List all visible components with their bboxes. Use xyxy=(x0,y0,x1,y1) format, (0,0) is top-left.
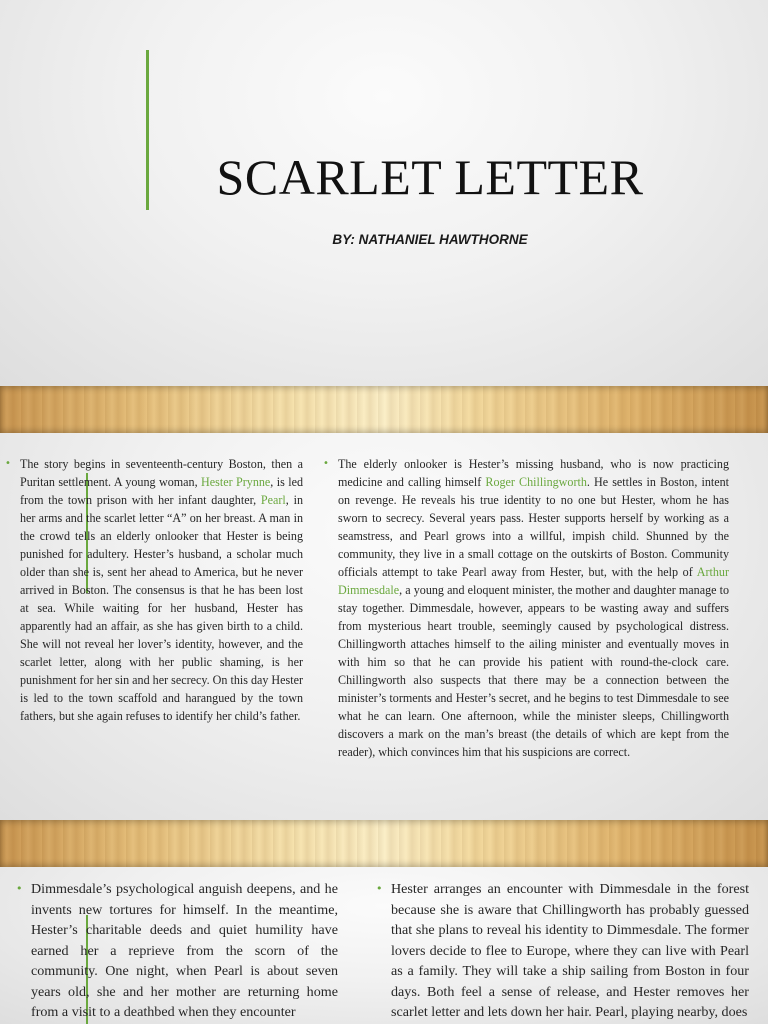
right-column xyxy=(391,879,749,1023)
left-column xyxy=(31,879,338,1023)
summary-slide-2 xyxy=(0,867,768,1024)
paragraph-text: . He settles in Boston, intent on revenge. He reveals his true identity to no one but Hester, whom he has sworn to secrecy. Several years pass. Hester supports herself by working as a seamstress, and Pearl grows into a willful, impish child. Shunned by the community, they live in a small cottage on the outskirts of Boston. Community officials attempt to take Pearl away from Hester, but, with the help of xyxy=(338,475,729,579)
title-slide xyxy=(0,0,768,386)
slide-subtitle: BY: NATHANIEL HAWTHORNE xyxy=(332,232,528,247)
character-name-highlight: Arthur Dimmesdale xyxy=(338,565,729,597)
bullet-paragraph: • Dimmesdale’s psychological anguish deepens, and he invents new tortures for himself. In the meantime, Hester’s charitable deeds and quiet humility have earned her a reprieve from the scorn of the community. One night, when Pearl is about seven years old, she and her mother are returning home from a visit to a deathbed when they encounter xyxy=(31,879,338,1023)
slide-title: SCARLET LETTER xyxy=(216,149,644,205)
bullet-paragraph: • Hester arranges an encounter with Dimmesdale in the forest because she is aware that Chillingworth has probably guessed that she plans to reveal his identity to Dimmesdale. The former lovers decide to flee to Europe, where they can live with Pearl as a family. They will take a ship sailing from Boston in four days. Both feel a sense of release, and Hester removes her scarlet letter and lets down her hair. Pearl, playing nearby, does xyxy=(391,879,749,1023)
character-name-highlight: Pearl xyxy=(260,493,286,507)
wood-divider xyxy=(0,820,768,867)
right-column xyxy=(338,455,729,761)
character-name-highlight: Roger Chillingworth xyxy=(485,475,587,489)
paragraph-text: , is led from the town prison with her infant daughter, xyxy=(20,475,303,507)
paragraph-text: , in her arms and the scarlet letter “A” on her breast. A man in the crowd tells an elderly onlooker that Hester is being punished for adultery. Hester’s husband, a scholar much older than she is, sent her ahead to America, but he never arrived in Boston. The consensus is that he has been lost at sea. While waiting for her husband, Hester has apparently had an affair, as she has given birth to a child. She will not reveal her lover’s identity, however, and the scarlet letter, along with her public shaming, is her punishment for her sin and her secrecy. On this day Hester is led to the town scaffold and harangued by the town fathers, but she again refuses to identify her child’s father. xyxy=(20,493,303,723)
title-accent-bar xyxy=(146,50,149,210)
paragraph-text: The elderly onlooker is Hester’s missing husband, who is now practicing medicine and calling himself xyxy=(338,457,729,489)
bullet-paragraph xyxy=(338,455,729,761)
summary-slide-1 xyxy=(0,433,768,820)
paragraph-text: The story begins in seventeenth-century Boston, then a Puritan settlement. A young woman, xyxy=(20,457,303,489)
paragraph-text: , a young and eloquent minister, the mother and daughter manage to stay together. Dimmesdale, however, appears to be wasting away and suffers from mysterious heart trouble, seemingly caused by psychological distress. Chillingworth attaches himself to the ailing minister and eventually moves in with him so that he can provide his patient with round-the-clock care. Chillingworth also suspects that there may be a connection between the minister’s torments and Hester’s secret, and he begins to test Dimmesdale to see what he can learn. One afternoon, while the minister sleeps, Chillingworth discovers a mark on the man’s breast (the details of which are kept from the reader), which convinces him that his suspicions are correct. xyxy=(338,583,729,759)
left-column xyxy=(20,455,303,725)
bullet-paragraph xyxy=(20,455,303,725)
wood-divider xyxy=(0,386,768,433)
character-name-highlight: Hester Prynne xyxy=(201,475,271,489)
